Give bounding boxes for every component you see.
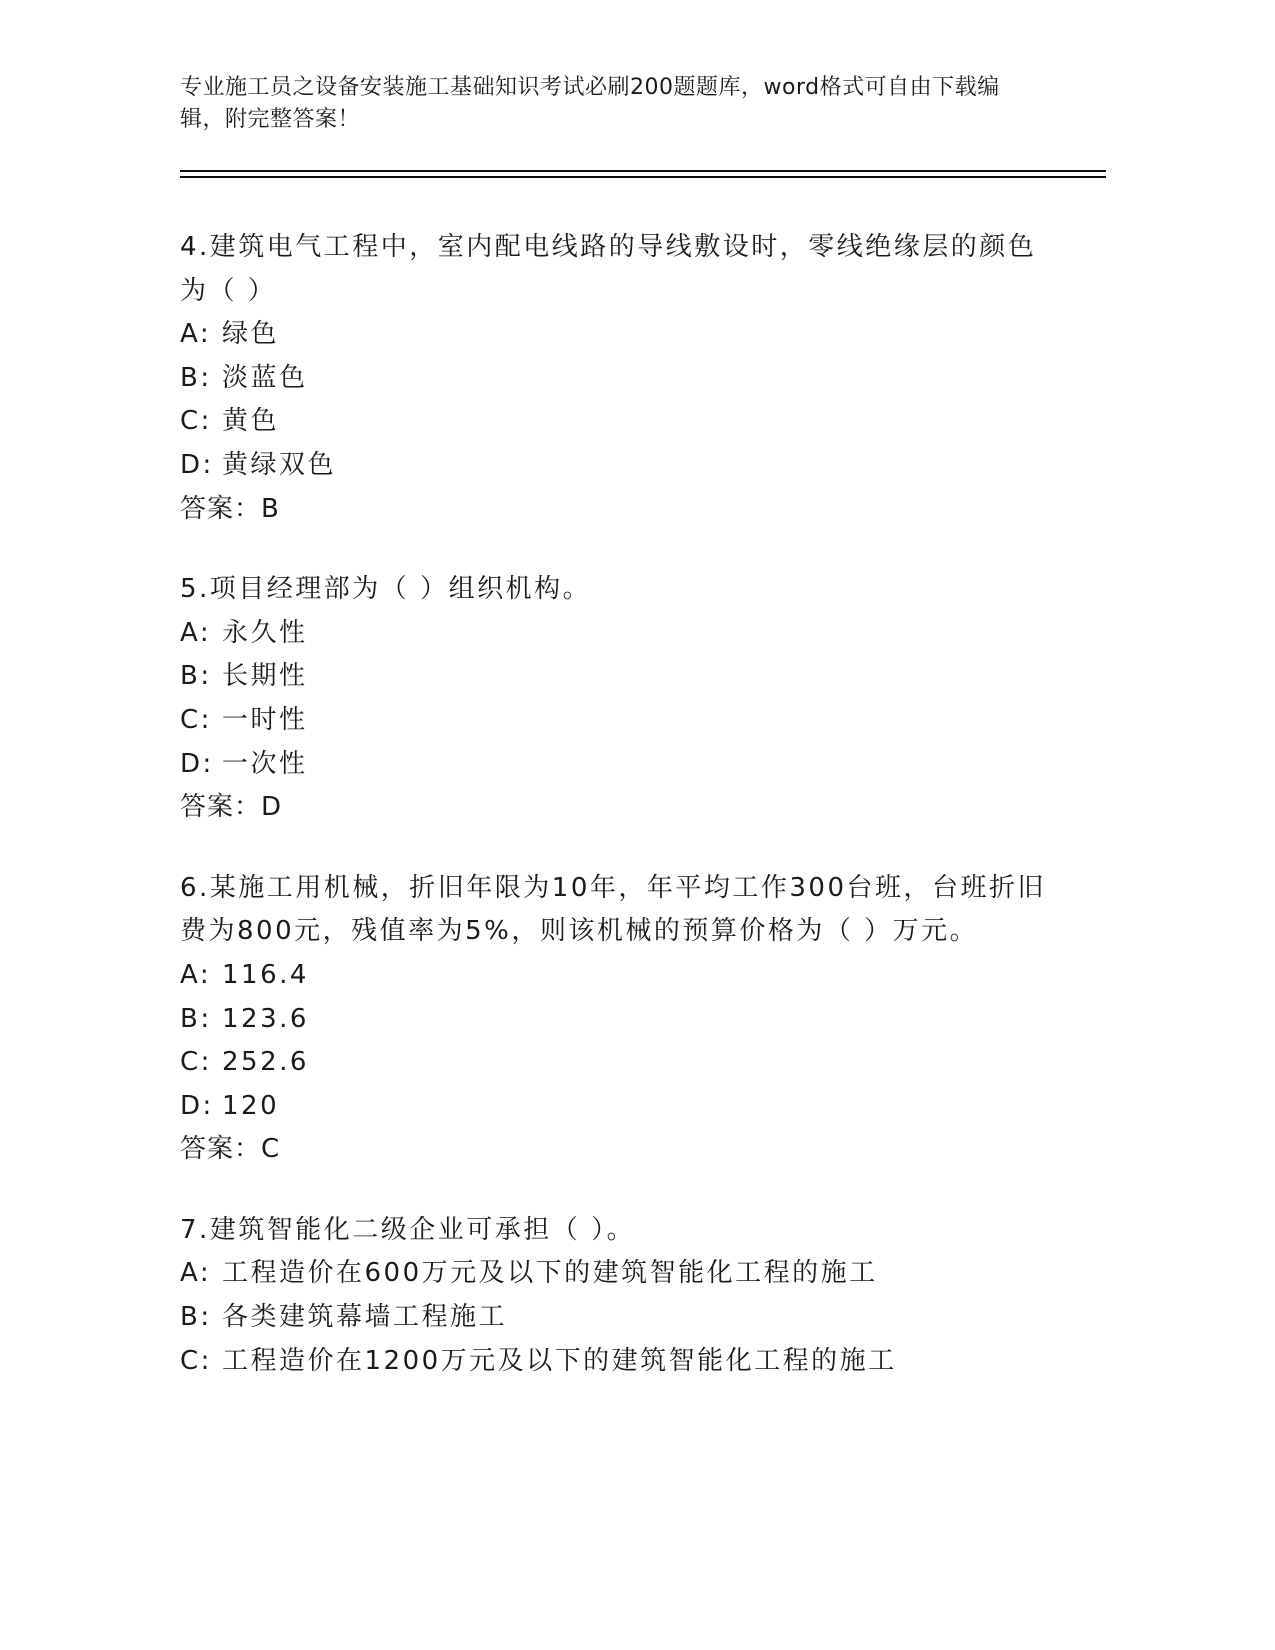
option-a — [180, 1252, 1060, 1296]
header-divider-top — [180, 170, 1106, 172]
answer-line: 答案：C — [180, 1134, 281, 1165]
option-letter: C: — [180, 1345, 212, 1376]
question-item — [180, 226, 1060, 531]
question-item — [180, 568, 1060, 830]
option-c — [180, 1340, 1060, 1384]
option-text: 120 — [222, 1090, 280, 1121]
question-item — [180, 867, 1060, 1172]
option-text: 黄绿双色 — [222, 449, 337, 480]
option-a — [180, 954, 1060, 998]
option-text: 淡蓝色 — [222, 362, 308, 393]
question-stem: 7.建筑智能化二级企业可承担（ ）。 — [180, 1214, 636, 1245]
option-text: 长期性 — [222, 661, 308, 692]
option-d — [180, 1085, 1060, 1129]
option-letter: A: — [180, 959, 212, 990]
answer-line: 答案：D — [180, 792, 283, 823]
option-text: 工程造价在1200万元及以下的建筑智能化工程的施工 — [222, 1345, 897, 1376]
option-c — [180, 699, 1060, 743]
document-header: 专业施工员之设备安装施工基础知识考试必刷200题题库，word格式可自由下载编辑，附完整答案！ — [180, 75, 1000, 132]
option-text: 黄色 — [222, 406, 280, 437]
option-text: 绿色 — [222, 319, 280, 350]
option-letter: D: — [180, 748, 214, 779]
header-divider-bottom — [180, 176, 1106, 178]
option-letter: A: — [180, 617, 212, 648]
option-text: 123.6 — [222, 1003, 309, 1034]
option-letter: A: — [180, 319, 212, 350]
option-b — [180, 655, 1060, 699]
option-letter: B: — [180, 362, 212, 393]
option-b — [180, 998, 1060, 1042]
option-text: 252.6 — [222, 1047, 309, 1078]
option-a — [180, 612, 1060, 656]
answer-line: 答案：B — [180, 493, 280, 524]
option-b — [180, 357, 1060, 401]
option-letter: C: — [180, 1047, 212, 1078]
option-letter: B: — [180, 1302, 212, 1333]
option-letter: D: — [180, 1090, 214, 1121]
option-c — [180, 400, 1060, 444]
option-text: 各类建筑幕墙工程施工 — [222, 1302, 508, 1333]
option-text: 永久性 — [222, 617, 308, 648]
option-b — [180, 1296, 1060, 1340]
option-text: 工程造价在600万元及以下的建筑智能化工程的施工 — [222, 1258, 878, 1289]
question-stem: 6.某施工用机械，折旧年限为10年，年平均工作300台班，台班折旧费为800元，残值率为5%，则该机械的预算价格为（ ）万元。 — [180, 872, 1047, 947]
question-stem: 4.建筑电气工程中，室内配电线路的导线敷设时，零线绝缘层的颜色为（ ） — [180, 232, 1037, 306]
option-text: 一次性 — [222, 748, 308, 779]
option-a — [180, 313, 1060, 357]
question-item — [180, 1209, 1060, 1383]
option-text: 116.4 — [222, 959, 309, 990]
option-letter: D: — [180, 449, 214, 480]
question-stem: 5.项目经理部为（ ）组织机构。 — [180, 574, 592, 605]
option-letter: B: — [180, 1003, 212, 1034]
option-letter: C: — [180, 406, 212, 437]
question-list — [180, 226, 1060, 1420]
option-text: 一时性 — [222, 704, 308, 735]
option-d — [180, 743, 1060, 787]
option-d — [180, 444, 1060, 488]
option-c — [180, 1041, 1060, 1085]
option-letter: C: — [180, 704, 212, 735]
option-letter: B: — [180, 661, 212, 692]
option-letter: A: — [180, 1258, 212, 1289]
